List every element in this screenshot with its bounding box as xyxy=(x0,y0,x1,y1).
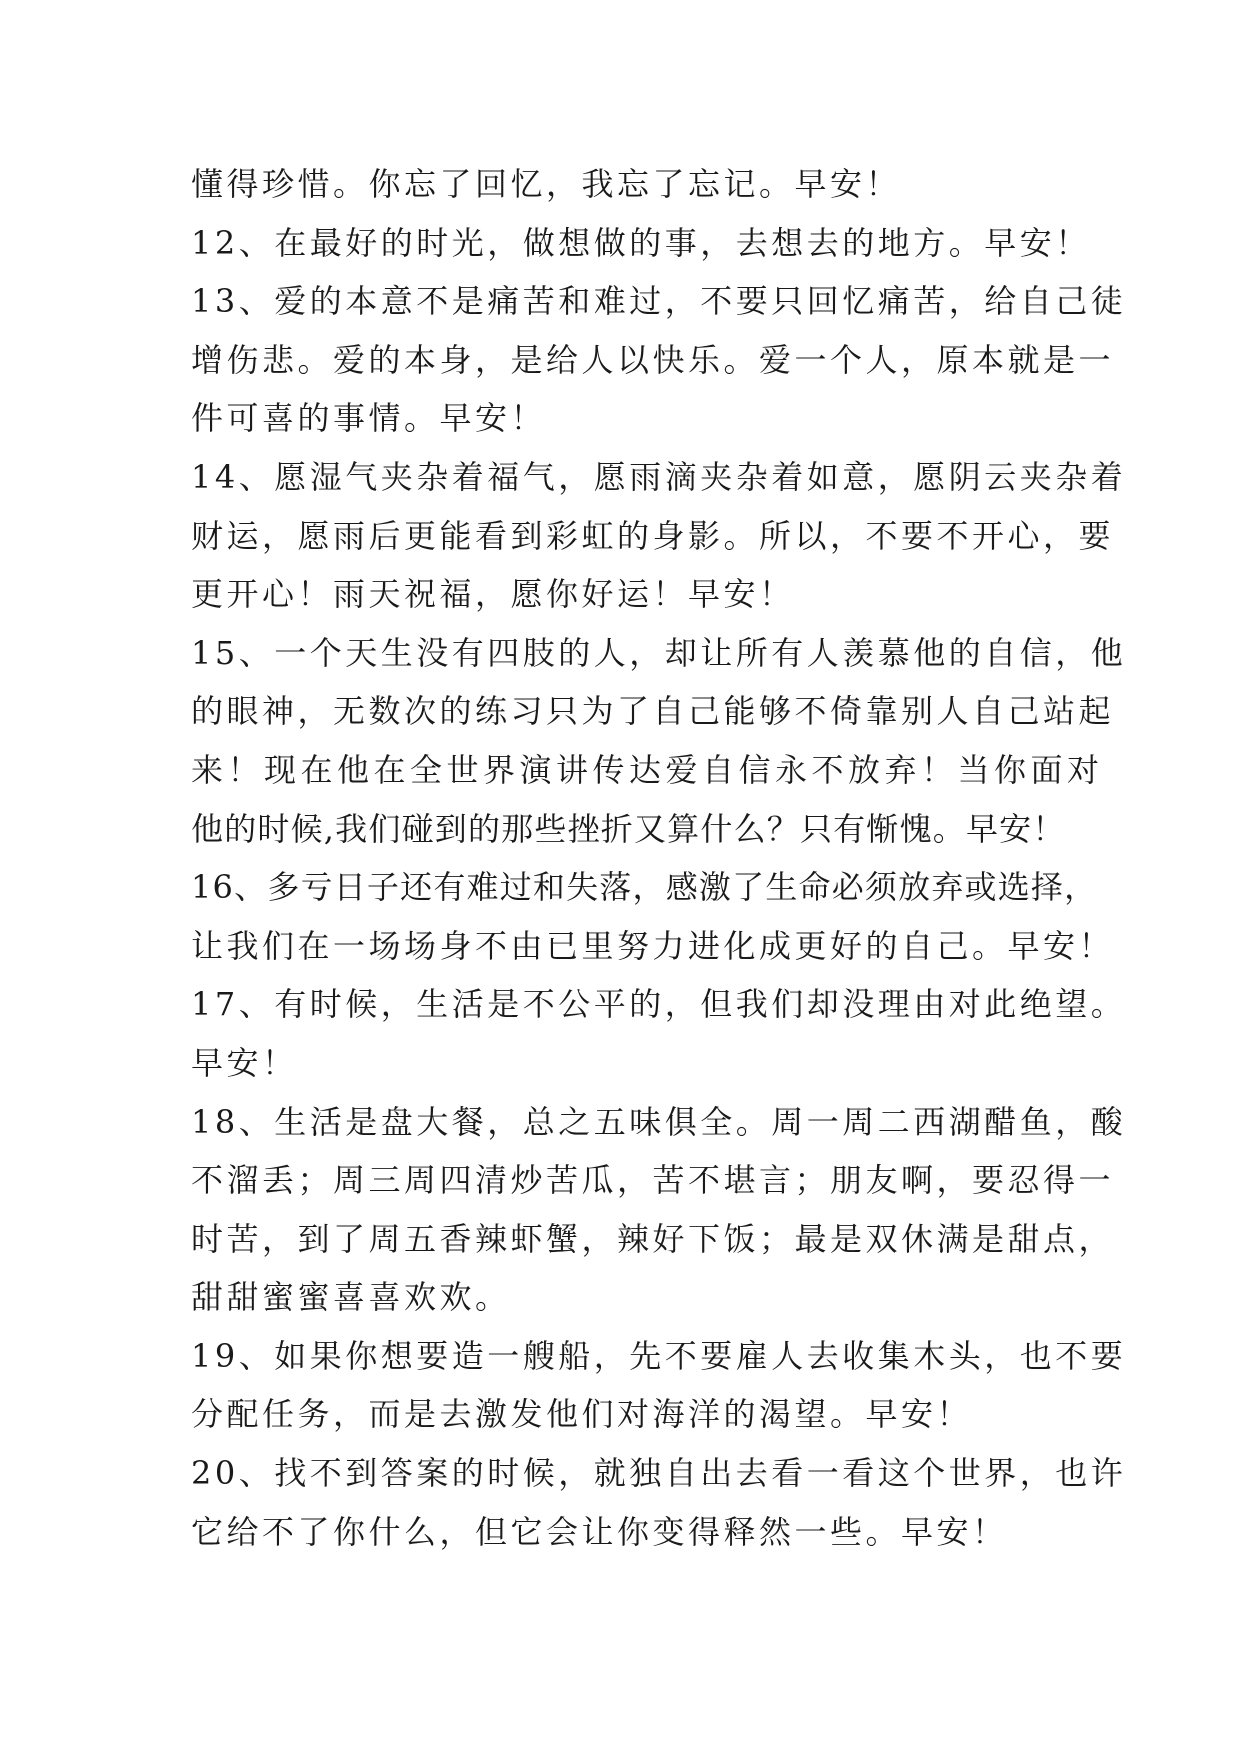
text-line: 件可喜的事情。早安！ xyxy=(191,399,547,438)
text-line: 让我们在一场场身不由已里努力进化成更好的自己。早安！ xyxy=(191,926,1115,965)
text-line: 14、愿湿气夹杂着福气，愿雨滴夹杂着如意，愿阴云夹杂着 xyxy=(191,457,1127,496)
text-line: 12、在最好的时光，做想做的事，去想去的地方。早安！ xyxy=(191,223,1091,262)
text-line: 15、一个天生没有四肢的人，却让所有人羡慕他的自信，他 xyxy=(191,633,1127,672)
text-line: 财运，愿雨后更能看到彩虹的身影。所以，不要不开心，要 xyxy=(191,516,1115,555)
text-line: 不溜丢；周三周四清炒苦瓜，苦不堪言；朋友啊，要忍得一 xyxy=(191,1161,1115,1200)
text-line: 18、生活是盘大餐，总之五味俱全。周一周二西湖醋鱼，酸 xyxy=(191,1102,1127,1141)
text-line: 16、多亏日子还有难过和失落，感激了生命必须放弃或选择， xyxy=(191,868,1098,907)
text-line: 懂得珍惜。你忘了回忆，我忘了忘记。早安！ xyxy=(191,165,902,203)
text-line: 早安！ xyxy=(191,1043,298,1082)
text-line: 他的时候,我们碰到的那些挫折又算什么？只有惭愧。早安！ xyxy=(191,809,1066,848)
text-line: 甜甜蜜蜜喜喜欢欢。 xyxy=(191,1278,511,1317)
document-body xyxy=(191,155,1127,1561)
text-line: 19、如果你想要造一艘船，先不要雇人去收集木头，也不要 xyxy=(191,1336,1127,1375)
text-line: 更开心！雨天祝福，愿你好运！早安！ xyxy=(191,575,795,614)
text-line: 分配任务，而是去激发他们对海洋的渴望。早安！ xyxy=(191,1395,973,1434)
text-line: 它给不了你什么，但它会让你变得释然一些。早安！ xyxy=(191,1512,1008,1551)
text-line: 增伤悲。爱的本身，是给人以快乐。爱一个人，原本就是一 xyxy=(191,340,1115,379)
text-line: 20、找不到答案的时候，就独自出去看一看这个世界，也许 xyxy=(191,1454,1127,1493)
text-line: 13、爱的本意不是痛苦和难过，不要只回忆痛苦，给自己徒 xyxy=(191,282,1127,321)
text-line: 时苦，到了周五香辣虾蟹，辣好下饭；最是双休满是甜点， xyxy=(191,1219,1115,1258)
text-line: 17、有时候，生活是不公平的，但我们却没理由对此绝望。 xyxy=(191,985,1127,1024)
text-line: 的眼神，无数次的练习只为了自己能够不倚靠别人自己站起 xyxy=(191,692,1115,731)
text-line: 来！现在他在全世界演讲传达爱自信永不放弃！当你面对 xyxy=(191,750,1104,789)
